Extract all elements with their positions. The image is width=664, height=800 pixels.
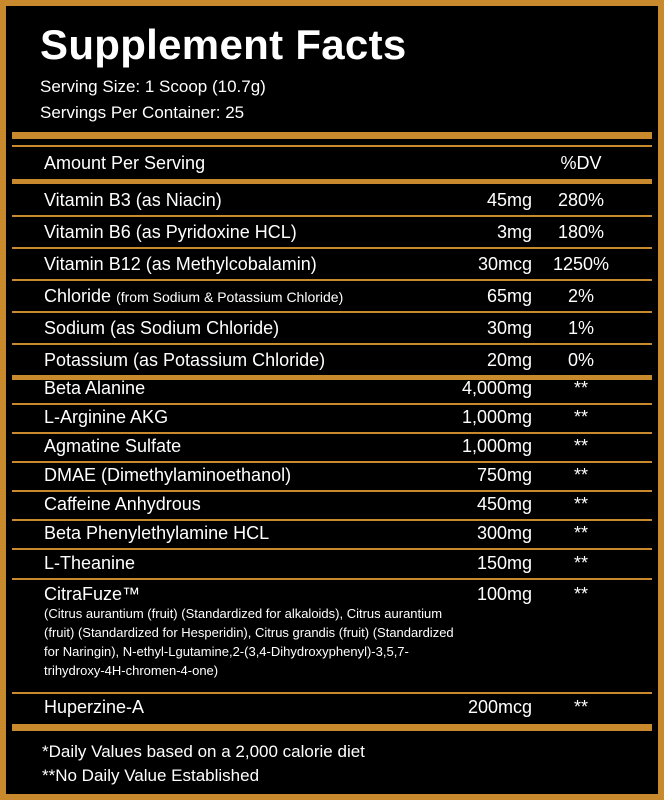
ingredient-dv: ** [573,436,588,456]
nutrient-amount: 65mg [486,286,532,306]
divider [12,343,652,345]
ingredient-dv: ** [573,494,588,514]
nutrient-name: Vitamin B6 (as Pyridoxine HCL) [44,222,297,242]
ingredient-row [36,519,630,547]
footnote-no-daily-value: **No Daily Value Established [42,766,260,785]
nutrient-name: Sodium (as Sodium Chloride) [44,318,280,338]
divider [12,132,652,139]
ingredient-row [36,461,630,489]
divider [12,145,652,147]
divider [12,215,652,217]
nutrient-note: (from Sodium & Potassium Chloride) [116,289,344,305]
ingredient-name: Caffeine Anhydrous [44,494,201,514]
nutrient-row [36,282,630,310]
nutrient-row [36,346,630,374]
nutrient-amount: 3mg [496,222,532,242]
ingredient-dv: ** [573,378,588,398]
divider [12,724,652,731]
ingredient-row [36,374,630,402]
nutrient-row [36,218,630,246]
ingredient-amount: 150mg [476,553,532,573]
nutrient-dv: 1% [567,318,594,338]
ingredient-dv: ** [573,553,588,573]
divider [12,247,652,249]
nutrient-row [36,250,630,278]
servings-per-container: Servings Per Container: 25 [40,103,245,122]
divider [12,311,652,313]
nutrient-dv: 2% [567,286,594,306]
ingredient-name: DMAE (Dimethylaminoethanol) [44,465,292,485]
ingredient-dv: ** [573,523,588,543]
ingredient-row [36,549,630,577]
nutrient-name: Chloride (from Sodium & Potassium Chloride) [44,286,344,306]
ingredient-name: Agmatine Sulfate [44,436,182,456]
nutrient-dv: 0% [567,350,594,370]
nutrient-amount: 45mg [486,190,532,210]
nutrient-row [36,186,630,214]
ingredient-amount: 300mg [476,523,532,543]
nutrient-name: Potassium (as Potassium Chloride) [44,350,326,370]
ingredient-amount: 1,000mg [461,407,532,427]
nutrient-amount: 20mg [486,350,532,370]
ingredient-amount: 750mg [476,465,532,485]
amount-per-serving-label: Amount Per Serving [44,153,206,173]
ingredient-name: Beta Phenylethylamine HCL [44,523,270,543]
ingredient-row [36,693,630,721]
blend-amount: 100mg [476,584,532,604]
panel-title: Supplement Facts [40,21,407,68]
ingredient-row [36,432,630,460]
nutrient-amount: 30mg [486,318,532,338]
divider [12,279,652,281]
ingredient-dv: ** [573,407,588,427]
ingredient-row [36,403,630,431]
serving-size: Serving Size: 1 Scoop (10.7g) [40,77,266,96]
ingredient-name: L-Arginine AKG [44,407,169,427]
ingredient-amount: 4,000mg [461,378,532,398]
ingredient-row [36,490,630,518]
ingredient-name: L-Theanine [44,553,136,573]
amount-header-row [36,149,630,177]
blend-description: (Citrus aurantium (fruit) (Standardized for alkaloids), Citrus aurantium (fruit) (Standardized for Hesperidin), Citrus grandis (fruit) (Standardized for Naringin), N-ethyl-Lgutamine,2-(3,4-Dihydroxyphenyl)-3,5,7-trihydroxy-4H-chromen-4-one) [44,606,454,678]
ingredient-amount: 200mcg [467,697,532,717]
ingredient-dv: ** [573,697,588,717]
nutrient-dv: 180% [557,222,605,242]
ingredient-name: Beta Alanine [44,378,146,398]
dv-header-label: %DV [560,153,602,173]
ingredient-dv: ** [573,465,588,485]
blend-dv: ** [573,584,588,604]
nutrient-name: Vitamin B3 (as Niacin) [44,190,222,210]
divider [12,179,652,184]
ingredient-name: Huperzine-A [44,697,145,717]
blend-name: CitraFuze™ [44,584,141,604]
nutrient-amount: 30mcg [477,254,532,274]
nutrient-dv: 280% [557,190,605,210]
footnote-daily-values: *Daily Values based on a 2,000 calorie diet [42,742,365,761]
ingredient-amount: 450mg [476,494,532,514]
nutrient-dv: 1250% [552,254,610,274]
nutrient-row [36,314,630,342]
ingredient-amount: 1,000mg [461,436,532,456]
nutrient-name: Vitamin B12 (as Methylcobalamin) [44,254,317,274]
